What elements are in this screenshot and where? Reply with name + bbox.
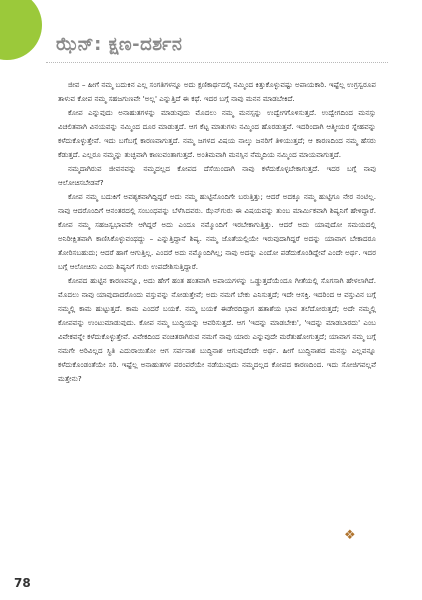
section-end-ornament-icon: ❖	[344, 528, 356, 543]
page-number: 78	[14, 576, 31, 590]
article-body	[58, 78, 376, 558]
running-header-title: ಝೆನ್: ಕ್ಷಣ-ದರ್ಶನ	[56, 34, 183, 55]
paragraph: ಜೀವ – ಹೀಗೆ ನಮ್ಮ ಬದುಕಿನ ಎಲ್ಲ ಸಂಗತಿಗಳನ್ನೂ ಅದು ಕ್ಷಣಿಕಾರ್ಥದಲ್ಲಿ ನಮ್ಮಿಂದ ಕಿತ್ತುಕೊಳ್ಳುವಷ್ಟು ಅಪಾಯಕಾರಿ. ಇಷ್ಟೆಲ್ಲ ಉಗ್ರಸ್ವರೂಪ ತಾಳುವ ಕೋಪ ನಮ್ಮ ಸಹಜಗುಣವೇ 'ಅಲ್ಲ' ಎನ್ನುತ್ತಿದೆ ಈ ಕಥೆ. ಇದರ ಬಗ್ಗೆ ನಾವು ಮನನ ಮಾಡಬೇಕಿದೆ.	[58, 80, 376, 103]
corner-circle-decoration	[0, 0, 42, 60]
header-divider	[46, 62, 388, 63]
paragraph: ನಮ್ಮದಾಗಿರುವ ಜೀವನವನ್ನು ನಮ್ಮದಲ್ಲದ ಕೋಪದ ದೆಸೆಯಿಂದಾಗಿ ನಾವು ಕಳೆದುಕೊಳ್ಳಬೇಕಾಗುತ್ತದೆ. ಇದರ ಬಗ್ಗೆ ನಾವು ಆಲೋಚಿಸಬೇಡವೆ?	[58, 164, 376, 187]
paragraph: ಕೋಪದ ಹುಟ್ಟಿನ ಕಾರಣವನ್ನೂ, ಅದು ಹೇಗೆ ಹಂತ ಹಂತವಾಗಿ ಅಪಾಯಗಳನ್ನು ಒಡ್ಡುತ್ತದೆಯೆಂದೂ ಗೀತೆಯಲ್ಲಿ ಸೊಗಸಾಗಿ ಹೇಳಲಾಗಿದೆ. ಮೊದಲು ನಾವು ಯಾವುದಾದರೊಂದು ವಸ್ತುವನ್ನು ನೋಡುತ್ತೇವೆ; ಅದು ನಮಗೆ ಬೇಕು ಎನಿಸುತ್ತದೆ; ಇದೇ ಆಸಕ್ತಿ. ಇದರಿಂದ ಆ ವಸ್ತುವಿನ ಬಗ್ಗೆ ನಮ್ಮಲ್ಲಿ ಕಾಮ ಹುಟ್ಟುತ್ತದೆ. ಕಾಮ ಎಂದರೆ ಬಯಕೆ. ನಮ್ಮ ಬಯಕೆ ಈಡೇರದಿದ್ದಾಗ ಹತಾಶೆಯ ಭಾವ ತಲೆದೋರುತ್ತದೆ; ಅದೇ ನಮ್ಮಲ್ಲಿ ಕೋಪವನ್ನು ಉಂಟುಮಾಡುವುದು. ಕೋಪ ನಮ್ಮ ಬುದ್ಧಿಯನ್ನು ಆವರಿಸುತ್ತದೆ. ಆಗ 'ಇದನ್ನು ಮಾಡಬೇಕು', 'ಇದನ್ನು ಮಾಡಬಾರದು' ಎಂಬ ವಿವೇಕವನ್ನೇ ಕಳೆದುಕೊಳ್ಳುತ್ತೇವೆ. ವಿವೇಕದಿಂದ ವಂಚಿತರಾಗಿರುವ ನಮಗೆ ನಾವು ಯಾರು ಎನ್ನುವುದೇ ಮರೆತುಹೋಗುತ್ತದೆ; ಯಾವಾಗ ನಮ್ಮ ಬಗ್ಗೆ ನಮಗೇ ಅರಿವಿಲ್ಲದ ಸ್ಥಿತಿ ಎದುರಾಯಿತೋ ಆಗ ಸರ್ವನಾಶ ಬುದ್ಧಿನಾಶ ಆಗುವುದೆಂದೇ ಅರ್ಥ. ಹೀಗೆ ಬುದ್ಧಿನಾಶದ ಮನಸ್ಸು ಎಲ್ಲವನ್ನೂ ಕಳೆದುಕೊಂಡಂತೆಯೇ ಸರಿ. ಇಷ್ಟೆಲ್ಲ ಅನಾಹುತಗಳ ಪರಂಪರೆಯೇ ನಡೆಯುವುದು ನಮ್ಮದಲ್ಲದ ಕೋಪದ ಕಾರಣದಿಂದ. ಇದು ಸೋಜಿಗವಲ್ಲವೆ ಮತ್ತೇನು?	[58, 276, 376, 383]
paragraph: ಕೋಪ ನಮ್ಮ ಬದುಕಿಗೆ ಅವಶ್ಯಕವಾಗಿದ್ದಿದ್ದರೆ ಅದು ನಮ್ಮ ಹುಟ್ಟಿನೊಂದಿಗೇ ಬರುತ್ತಿತ್ತು; ಆದರೆ ಅದಕ್ಕೂ ನಮ್ಮ ಹುಟ್ಟಿಗೂ ನೇರ ನಂಟಿಲ್ಲ. ನಾವು ಆದರೊಂದಿಗೆ ಆನಂತರದಲ್ಲಿ ಸಂಬಂಧವನ್ನು ಬೆಳೆಸಿದವರು. ಝೆನ್‌ಗುರು ಈ ವಿಷಯವನ್ನು ತುಂಬ ಮಾರ್ಮಿಕವಾಗಿ ಶಿಷ್ಯನಿಗೆ ಹೇಳಿದ್ದಾರೆ. ಕೋಪ ನಮ್ಮ ಸಹಜಸ್ವಭಾವವೇ ಆಗಿದ್ದರೆ ಅದು ಎಂದೂ ನಮ್ಮೊಂದಿಗೆ ಇರಬೇಕಾಗುತ್ತಿತ್ತು. ಆದರೆ ಅದು ಯಾವುದೋ ಸಮಯದಲ್ಲಿ ಅನಿರೀಕ್ಷಿತವಾಗಿ ಕಾಣಿಸಿಕೊಳ್ಳುವಂಥದ್ದು – ಎನ್ನುತ್ತಿದ್ದಾನೆ ಶಿಷ್ಯ. ನಮ್ಮ ಜೊತೆಯಲ್ಲಿಯೇ ಇರುವುದಾಗಿದ್ದರೆ ಅದನ್ನು ಯಾವಾಗ ಬೇಕಾದರೂ ತೋರಿಸಬಹುದು; ಆದರೆ ಹಾಗೆ ಆಗುತ್ತಿಲ್ಲ. ಎಂದರೆ ಅದು ನಮ್ಮೊಂದಿಗಿಲ್ಲ; ನಾವು ಅದನ್ನು ಎಂದೋ ಪಡೆದುಕೊಂಡಿದ್ದೇವೆ ಎಂದೇ ಅರ್ಥ. ಇದರ ಬಗ್ಗೆ ಆಲೋಚಿಸು ಎಂದು ಶಿಷ್ಯನಿಗೆ ಗುರು ಉಪದೇಶಿಸುತ್ತಿದ್ದಾರೆ.	[58, 192, 376, 271]
paragraph: ಕೋಪ ಎನ್ನುವುದು ಅನಾಹುತಗಳನ್ನು ಮಾಡುವುದು ಮೊದಲು ನಮ್ಮ ಮನಸ್ಸನ್ನು ಉದ್ವೇಗಗೊಳಿಸುತ್ತದೆ. ಉದ್ವೇಗದಿಂದ ಮನಸ್ಸು ವಿಚಲಿತವಾಗಿ ವಿನಯವನ್ನು ನಮ್ಮಿಂದ ದೂರ ಮಾಡುತ್ತದೆ. ಆಗ ಕೆಟ್ಟ ಮಾತುಗಳು ನಮ್ಮಿಂದ ಹೊರಡುತ್ತವೆ. ಇದರಿಂದಾಗಿ ಆತ್ಮೀಯರ ಸ್ನೇಹವನ್ನು ಕಳೆದುಕೊಳ್ಳುತ್ತೇವೆ. ಇದು ಬಗೆಬಗ್ಗೆ ಕಾರಣವಾಗುತ್ತದೆ. ನಮ್ಮ ಜಗಳದ ವಿಷಯ ನಾಲ್ಕು ಜನರಿಗೆ ತಿಳಿಯುತ್ತದೆ; ಆ ಕಾರಣದಿಂದ ನಮ್ಮ ಹೆಸರು ಕೆಡುತ್ತದೆ. ಎಲ್ಲರೂ ನಮ್ಮನ್ನು ತುಚ್ಛವಾಗಿ ಕಾಣುವಂತಾಗುತ್ತದೆ. ಅಂತಿಮವಾಗಿ ಮನಸ್ಸಿನ ನೆಮ್ಮದಿಯ ನಮ್ಮಿಂದ ಮಾಯವಾಗುತ್ತದೆ.	[58, 108, 376, 159]
